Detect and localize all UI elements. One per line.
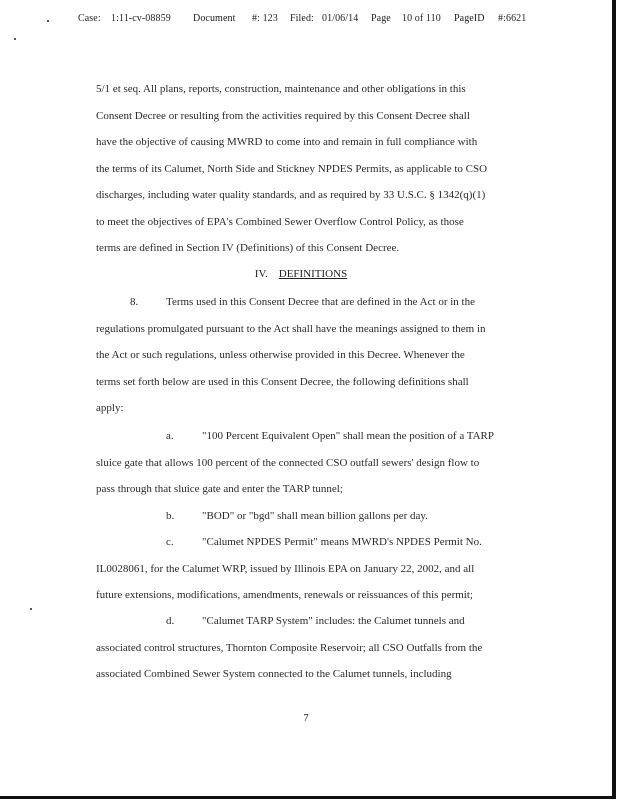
text-line: "Calumet NPDES Permit" means MWRD's NPDES Permit No. [202,536,482,548]
section-numeral: IV. [254,268,268,280]
text-line: the Act or such regulations, unless otherwise provided in this Decree. Whenever the [96,349,465,361]
document-label: Document [193,13,236,24]
text-line: to meet the objectives of EPA's Combined Sewer Overflow Control Policy, as those [96,216,464,228]
text-line: the terms of its Calumet, North Side and Stickney NPDES Permits, as applicable to CSO [96,163,488,175]
text-line: terms are defined in Section IV (Definitions) of this Consent Decree. [96,242,400,254]
text-line: "100 Percent Equivalent Open" shall mean the position of a TARP [202,430,495,442]
scan-speck [14,38,16,40]
text-line: regulations promulgated pursuant to the Act shall have the meanings assigned to them in [96,323,486,335]
definition-b [96,509,506,525]
text-line: future extensions, modifications, amendments, renewals or reissuances of this permit; [96,589,473,601]
definition-c [96,535,506,605]
filed-date: 01/06/14 [322,13,359,24]
scan-speck [47,20,49,22]
case-label: Case: [78,13,101,24]
definition-d [96,614,506,684]
definition-letter: b. [166,510,175,522]
text-line: terms set forth below are used in this Consent Decree, the following definitions shall [96,376,469,388]
text-line: pass through that sluice gate and enter the TARP tunnel; [96,483,343,495]
definition-a [96,429,506,499]
page-of-total: 10 of 110 [402,13,441,24]
text-line: sluice gate that allows 100 percent of the connected CSO outfall sewers' design flow to [96,457,480,469]
section-heading [96,268,506,280]
paragraph-8 [96,295,506,415]
text-line: 5/1 et seq. All plans, reports, construction, maintenance and other obligations in this [96,83,466,95]
text-line: Consent Decree or resulting from the activities required by this Consent Decree shall [96,110,470,122]
text-line: Terms used in this Consent Decree that are defined in the Act or in the [166,296,475,308]
text-line: "Calumet TARP System" includes: the Calumet tunnels and [202,615,465,627]
document-number: #: 123 [252,13,278,24]
section-title: DEFINITIONS [278,268,348,280]
text-line: IL0028061, for the Calumet WRP, issued by Illinois EPA on January 22, 2002, and all [96,563,475,575]
text-line: "BOD" or "bgd" shall mean billion gallons per day. [202,510,428,522]
definition-letter: d. [166,615,175,627]
text-line: associated Combined Sewer System connected to the Calumet tunnels, including [96,668,452,680]
pageid-label: PageID [454,13,485,24]
text-line: discharges, including water quality standards, and as required by 33 U.S.C. § 1342(q)(1) [96,189,486,201]
filed-label: Filed: [290,13,314,24]
page-label: Page [371,13,391,24]
definition-letter: c. [166,536,174,548]
scan-speck [30,608,32,610]
text-line: have the objective of causing MWRD to come into and remain in full compliance with [96,136,478,148]
page-number: 7 [303,712,309,724]
pageid-number: #:6621 [498,13,527,24]
text-line: apply: [96,402,124,414]
definition-letter: a. [166,430,174,442]
intro-paragraph [96,82,506,262]
text-line: associated control structures, Thornton Composite Reservoir; all CSO Outfalls from the [96,642,483,654]
case-number: 1:11-cv-08859 [111,13,171,24]
paragraph-number: 8. [130,296,139,308]
